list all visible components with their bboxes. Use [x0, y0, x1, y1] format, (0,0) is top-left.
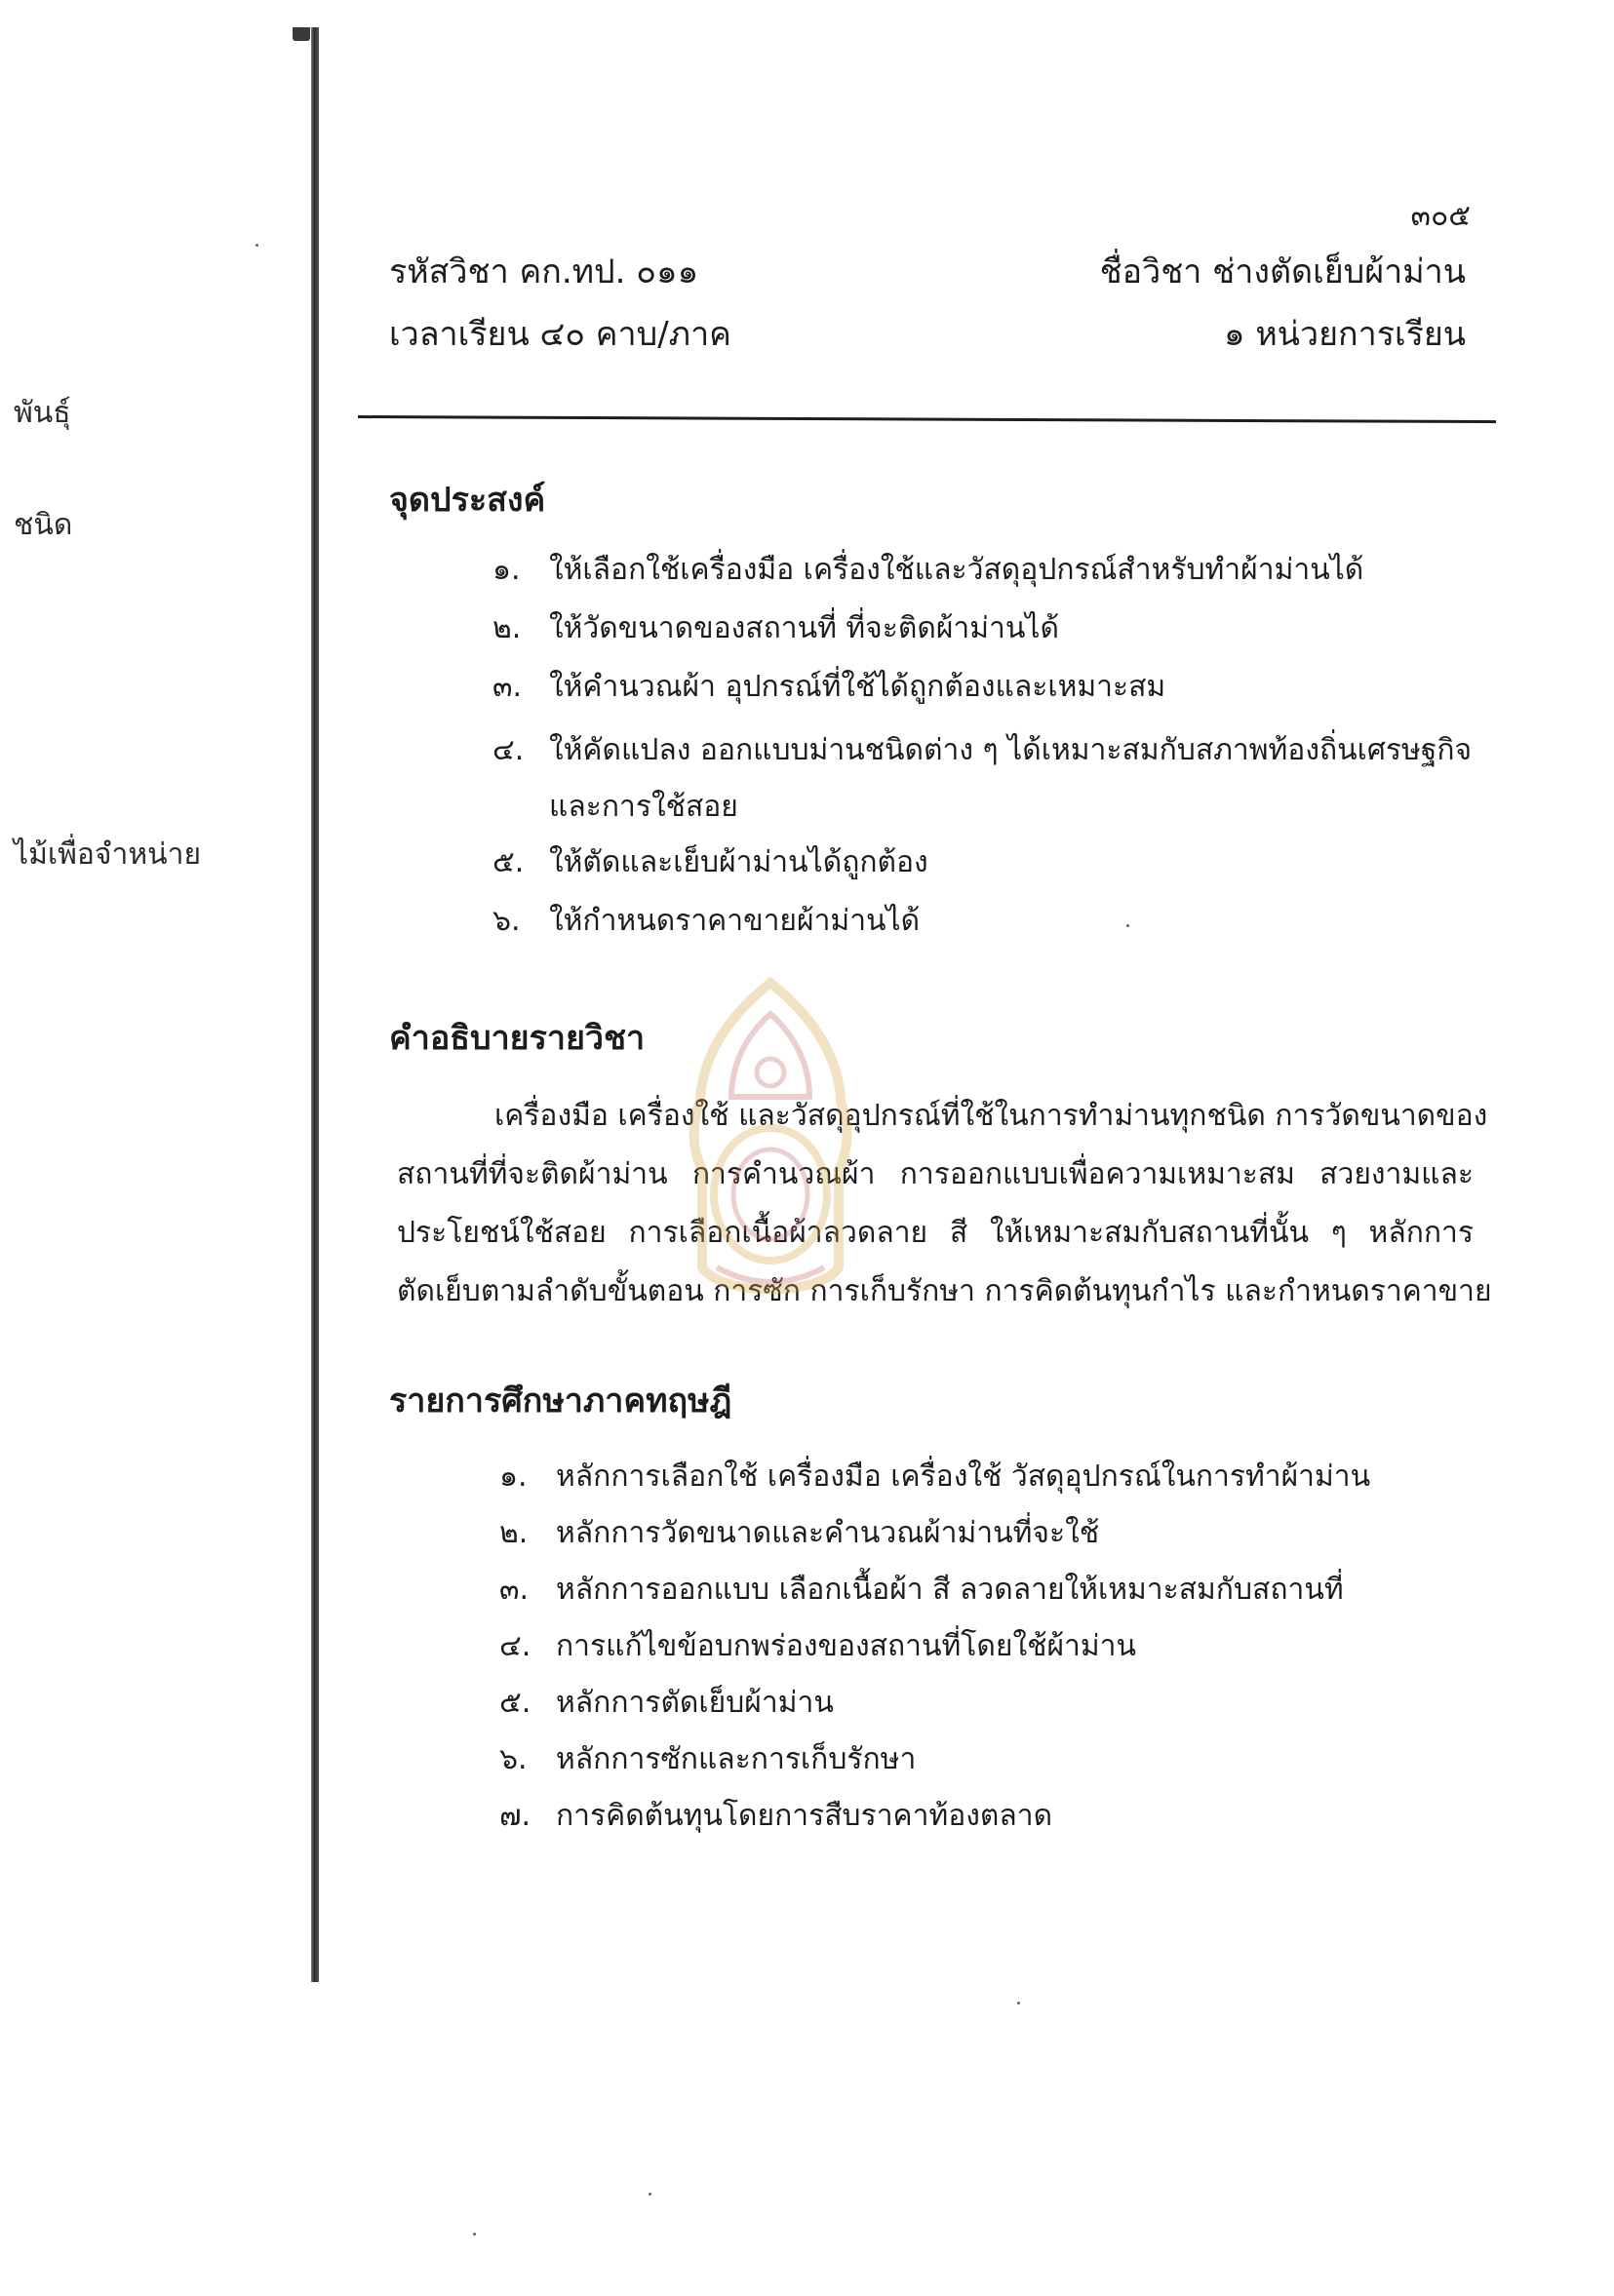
item-number: ๗. [499, 1799, 531, 1833]
theory-item [499, 1686, 834, 1720]
item-text: หลักการเลือกใช้ เครื่องมือ เครื่องใช้ วัสดุอุปกรณ์ในการทำผ้าม่าน [556, 1459, 1371, 1494]
item-text: หลักการตัดเย็บผ้าม่าน [556, 1686, 834, 1720]
item-number: ๔. [499, 1629, 531, 1663]
item-number: ๑. [499, 1459, 528, 1494]
watermark-seal-icon [663, 975, 878, 1326]
item-text: หลักการซักและการเก็บรักษา [556, 1742, 917, 1776]
item-text: หลักการออกแบบ เลือกเนื้อผ้า สี ลวดลายให้เหมาะสมกับสถานที่ [556, 1573, 1344, 1607]
previous-page-fragment: พันธุ์ [14, 396, 71, 430]
description-line: ตัดเย็บตามลำดับขั้นตอน การซัก การเก็บรักษา การคิดต้นทุนกำไร และกำหนดราคาขาย [397, 1274, 1492, 1308]
objective-item [492, 553, 1364, 587]
study-time: เวลาเรียน ๔๐ คาบ/ภาค [389, 315, 731, 354]
item-number: ๔. [492, 733, 525, 767]
objective-item [492, 733, 1473, 767]
binding-edge [311, 27, 319, 1982]
scan-speck [256, 244, 258, 247]
theory-item [499, 1516, 1100, 1550]
item-text: ให้คำนวณผ้า อุปกรณ์ที่ใช้ได้ถูกต้องและเหมาะสม [549, 670, 1166, 704]
previous-page-fragment: ไม้เพื่อจำหน่าย [14, 837, 202, 872]
theory-item [499, 1459, 1371, 1494]
theory-title: รายการศึกษาภาคทฤษฎี [389, 1381, 732, 1420]
theory-item [499, 1629, 1137, 1663]
item-number: ๒. [492, 611, 522, 645]
theory-item [499, 1573, 1344, 1607]
course-name: ชื่อวิชา ช่างตัดเย็บผ้าม่าน [1099, 253, 1466, 292]
item-text: ให้เลือกใช้เครื่องมือ เครื่องใช้และวัสดุอุปกรณ์สำหรับทำผ้าม่านได้ [549, 553, 1364, 587]
objective-item [492, 904, 921, 938]
theory-item [499, 1742, 917, 1776]
description-title: คำอธิบายรายวิชา [389, 1019, 646, 1058]
credit-units: ๑ หน่วยการเรียน [1223, 315, 1466, 354]
scan-speck [1017, 2002, 1020, 2004]
scan-speck [649, 2193, 651, 2196]
header-rule [358, 415, 1496, 423]
description-line: สถานที่ที่จะติดผ้าม่าน การคำนวณผ้า การออกแบบเพื่อความเหมาะสม สวยงามและ [397, 1157, 1474, 1191]
objective-item [492, 670, 1166, 704]
item-text: การแก้ไขข้อบกพร่องของสถานที่โดยใช้ผ้าม่าน [556, 1629, 1137, 1663]
objectives-title: จุดประสงค์ [389, 481, 546, 520]
item-number: ๓. [492, 670, 523, 704]
item-text: ให้วัดขนาดของสถานที่ ที่จะติดผ้าม่านได้ [549, 611, 1059, 645]
item-number: ๒. [499, 1516, 529, 1550]
item-text: ให้คัดแปลง ออกแบบม่านชนิดต่าง ๆ ได้เหมาะสมกับสภาพท้องถิ่นเศรษฐกิจ [549, 733, 1473, 767]
objective-item-continuation: และการใช้สอย [549, 790, 738, 824]
item-number: ๑. [492, 553, 521, 587]
item-number: ๖. [499, 1742, 528, 1776]
previous-page-fragment: ชนิด [14, 508, 73, 542]
objective-item [492, 611, 1059, 645]
scan-speck [1126, 924, 1129, 927]
item-text: ให้ตัดและเย็บผ้าม่านได้ถูกต้อง [549, 845, 928, 879]
objective-item [492, 845, 928, 879]
scan-speck [473, 2233, 476, 2236]
page-number: ๓๐๕ [1410, 199, 1471, 233]
item-number: ๖. [492, 904, 521, 938]
item-text: ให้กำหนดราคาขายผ้าม่านได้ [549, 904, 921, 938]
course-code: รหัสวิชา คก.ทป. ๐๑๑ [389, 253, 699, 292]
description-line: เครื่องมือ เครื่องใช้ และวัสดุอุปกรณ์ที่ใช้ในการทำม่านทุกชนิด การวัดขนาดของ [494, 1099, 1488, 1133]
description-line: ประโยชน์ใช้สอย การเลือกเนื้อผ้าลวดลาย สี ให้เหมาะสมกับสถานที่นั้น ๆ หลักการ [397, 1216, 1474, 1250]
item-number: ๕. [499, 1686, 531, 1720]
theory-item [499, 1799, 1053, 1833]
binding-edge-top [293, 27, 310, 41]
item-text: หลักการวัดขนาดและคำนวณผ้าม่านที่จะใช้ [556, 1516, 1100, 1550]
item-number: ๕. [492, 845, 525, 879]
item-text: การคิดต้นทุนโดยการสืบราคาท้องตลาด [556, 1799, 1053, 1833]
item-number: ๓. [499, 1573, 530, 1607]
